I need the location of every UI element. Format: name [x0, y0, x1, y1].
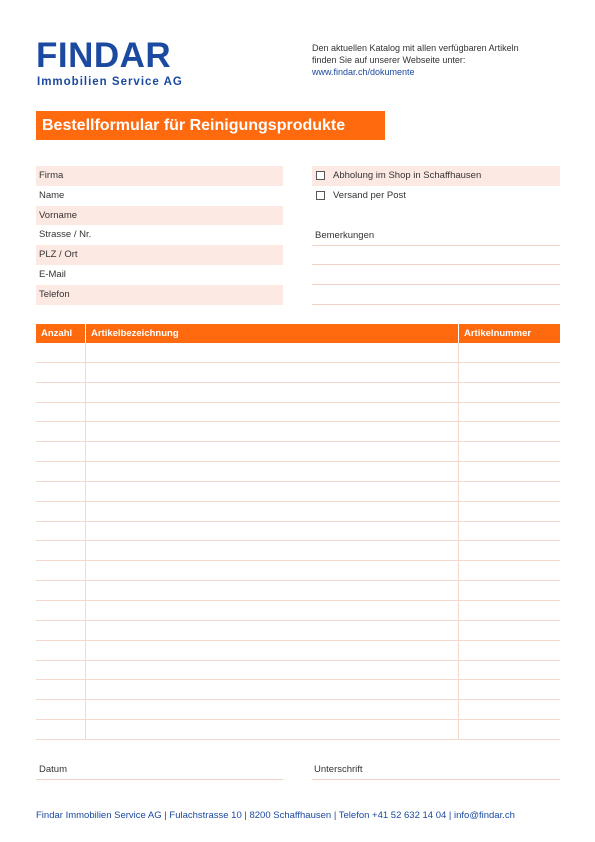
field-vorname[interactable]: Vorname: [36, 206, 283, 226]
option-pickup-label: Abholung im Shop in Schaffhausen: [333, 170, 482, 181]
header-artikelbezeichnung: Artikelbezeichnung: [86, 324, 459, 343]
catalog-link[interactable]: www.findar.ch/dokumente: [312, 67, 415, 77]
cell-artikelbezeichnung[interactable]: [86, 502, 459, 521]
table-row: [36, 680, 560, 700]
cell-artikelnummer[interactable]: [459, 363, 560, 382]
cell-artikelbezeichnung[interactable]: [86, 661, 459, 680]
cell-anzahl[interactable]: [36, 680, 86, 699]
order-table: [36, 324, 560, 740]
shipping-checkbox[interactable]: [316, 191, 325, 200]
header-artikelnummer: Artikelnummer: [464, 328, 532, 339]
cell-anzahl[interactable]: [36, 403, 86, 422]
option-shipping[interactable]: [312, 186, 560, 206]
cell-artikelbezeichnung[interactable]: [86, 680, 459, 699]
table-row: [36, 343, 560, 363]
date-line[interactable]: [36, 779, 283, 780]
table-row: [36, 383, 560, 403]
cell-artikelbezeichnung[interactable]: [86, 403, 459, 422]
table-row: [36, 541, 560, 561]
date-label: Datum: [39, 764, 67, 775]
table-row: [36, 462, 560, 482]
table-row: [36, 482, 560, 502]
field-telefon[interactable]: Telefon: [36, 285, 283, 305]
cell-artikelbezeichnung[interactable]: [86, 462, 459, 481]
table-row: [36, 422, 560, 442]
cell-anzahl[interactable]: [36, 541, 86, 560]
table-row: [36, 700, 560, 720]
cell-artikelbezeichnung[interactable]: [86, 581, 459, 600]
cell-artikelnummer[interactable]: [459, 700, 560, 719]
catalog-info-line-2: finden Sie auf unserer Webseite unter:: [312, 55, 466, 65]
cell-artikelnummer[interactable]: [459, 442, 560, 461]
cell-artikelnummer[interactable]: [459, 581, 560, 600]
cell-anzahl[interactable]: [36, 502, 86, 521]
table-row: [36, 601, 560, 621]
company-logo: [36, 38, 211, 90]
table-row: [36, 621, 560, 641]
pickup-checkbox[interactable]: [316, 171, 325, 180]
cell-artikelbezeichnung[interactable]: [86, 561, 459, 580]
cell-artikelnummer[interactable]: [459, 680, 560, 699]
cell-artikelnummer[interactable]: [459, 403, 560, 422]
table-row: [36, 661, 560, 681]
header-anzahl: Anzahl: [36, 324, 86, 343]
cell-artikelbezeichnung[interactable]: [86, 621, 459, 640]
option-shipping-label: Versand per Post: [333, 189, 406, 201]
cell-artikelnummer[interactable]: [459, 462, 560, 481]
cell-artikelbezeichnung[interactable]: [86, 343, 459, 362]
cell-anzahl[interactable]: [36, 343, 86, 362]
cell-artikelbezeichnung[interactable]: [86, 522, 459, 541]
cell-anzahl[interactable]: [36, 621, 86, 640]
cell-artikelbezeichnung[interactable]: [86, 482, 459, 501]
cell-artikelnummer[interactable]: [459, 661, 560, 680]
table-body: [36, 343, 560, 740]
field-strasse[interactable]: Strasse / Nr.: [39, 229, 92, 241]
remarks-label: Bemerkungen: [315, 230, 375, 241]
option-pickup[interactable]: [312, 166, 560, 186]
cell-anzahl[interactable]: [36, 561, 86, 580]
cell-artikelnummer[interactable]: [459, 641, 560, 660]
cell-anzahl[interactable]: [36, 462, 86, 481]
table-row: [36, 561, 560, 581]
cell-artikelbezeichnung[interactable]: [86, 541, 459, 560]
cell-artikelnummer[interactable]: [459, 561, 560, 580]
remarks-line[interactable]: [312, 284, 560, 285]
remarks-line[interactable]: [312, 245, 560, 246]
cell-artikelnummer[interactable]: [459, 422, 560, 441]
table-row: [36, 522, 560, 542]
remarks-line[interactable]: [312, 264, 560, 265]
field-name[interactable]: Name: [39, 189, 65, 201]
cell-artikelbezeichnung[interactable]: [86, 700, 459, 719]
cell-anzahl[interactable]: [36, 601, 86, 620]
cell-artikelnummer[interactable]: [459, 541, 560, 560]
cell-artikelbezeichnung[interactable]: [86, 442, 459, 461]
cell-artikelbezeichnung[interactable]: [86, 422, 459, 441]
logo-subtitle: Immobilien Service AG: [37, 76, 183, 88]
cell-anzahl[interactable]: [36, 641, 86, 660]
logo-wordmark: FINDAR: [36, 36, 172, 75]
field-plz-ort[interactable]: PLZ / Ort: [36, 245, 283, 265]
cell-anzahl[interactable]: [36, 522, 86, 541]
table-row: [36, 581, 560, 601]
cell-anzahl[interactable]: [36, 442, 86, 461]
cell-artikelbezeichnung[interactable]: [86, 720, 459, 739]
cell-anzahl[interactable]: [36, 661, 86, 680]
table-row: [36, 502, 560, 522]
cell-artikelnummer[interactable]: [459, 343, 560, 362]
table-row: [36, 720, 560, 740]
cell-artikelnummer[interactable]: [459, 482, 560, 501]
cell-artikelnummer[interactable]: [459, 720, 560, 739]
cell-artikelnummer[interactable]: [459, 383, 560, 402]
cell-artikelnummer[interactable]: [459, 502, 560, 521]
cell-artikelnummer[interactable]: [459, 522, 560, 541]
cell-anzahl[interactable]: [36, 581, 86, 600]
cell-anzahl[interactable]: [36, 363, 86, 382]
table-row: [36, 641, 560, 661]
table-row: [36, 442, 560, 462]
cell-artikelnummer[interactable]: [459, 601, 560, 620]
contact-fields: [36, 166, 283, 305]
delivery-options: [312, 166, 560, 206]
cell-artikelbezeichnung[interactable]: [86, 641, 459, 660]
catalog-info: [312, 42, 562, 78]
footer-contact: Findar Immobilien Service AG | Fulachstrasse 10 | 8200 Schaffhausen | Telefon +41 52 632 14 04 | info@findar.ch: [36, 810, 515, 821]
table-header: [36, 324, 560, 343]
cell-anzahl[interactable]: [36, 700, 86, 719]
catalog-info-line-1: Den aktuellen Katalog mit allen verfügbaren Artikeln: [312, 43, 519, 53]
signature-label: Unterschrift: [314, 764, 363, 775]
form-title: Bestellformular für Reinigungsprodukte: [36, 111, 385, 140]
table-row: [36, 363, 560, 383]
cell-anzahl[interactable]: [36, 383, 86, 402]
cell-artikelbezeichnung[interactable]: [86, 363, 459, 382]
remarks-line[interactable]: [312, 304, 560, 305]
cell-anzahl[interactable]: [36, 422, 86, 441]
field-firma[interactable]: Firma: [36, 166, 283, 186]
cell-artikelnummer[interactable]: [459, 621, 560, 640]
field-email[interactable]: E-Mail: [39, 268, 66, 280]
cell-anzahl[interactable]: [36, 482, 86, 501]
cell-anzahl[interactable]: [36, 720, 86, 739]
signature-line[interactable]: [312, 779, 560, 780]
table-row: [36, 403, 560, 423]
cell-artikelbezeichnung[interactable]: [86, 601, 459, 620]
cell-artikelbezeichnung[interactable]: [86, 383, 459, 402]
